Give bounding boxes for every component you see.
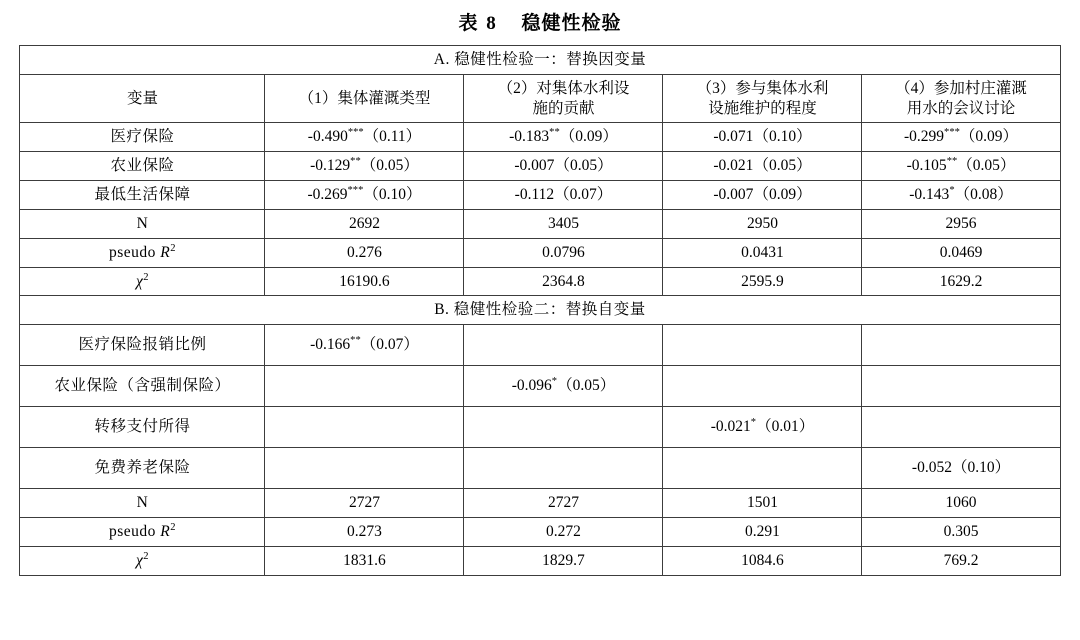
cell-value: 1629.2 — [862, 267, 1060, 296]
cell-value: 2950 — [663, 209, 862, 238]
row-label: pseudo $R^2$ — [20, 238, 265, 267]
table-caption: 稳健性检验 — [521, 13, 622, 34]
standard-error: （0.08） — [954, 186, 1013, 204]
table-row — [20, 546, 1060, 575]
cell-value — [862, 123, 1060, 152]
standard-error: （0.05） — [957, 157, 1016, 175]
table-row — [20, 489, 1060, 518]
cell-value: 0.276 — [265, 238, 464, 267]
significance-stars: ** — [549, 127, 560, 139]
cell-value: 1060 — [862, 489, 1060, 518]
coefficient: -0.183 — [509, 128, 550, 146]
coefficient: -0.105 — [906, 157, 947, 175]
table-row — [20, 325, 1060, 366]
cell-value — [464, 181, 663, 210]
row-label: 医疗保险报销比例 — [20, 325, 265, 366]
cell-value: 0.0796 — [464, 238, 663, 267]
cell-value: 2364.8 — [464, 267, 663, 296]
coefficient: -0.071 — [713, 128, 754, 146]
table-row — [20, 366, 1060, 407]
table-row — [20, 267, 1060, 296]
cell-value — [663, 407, 862, 448]
row-label: 免费养老保险 — [20, 448, 265, 489]
cell-value: 2956 — [862, 209, 1060, 238]
cell-value — [663, 366, 862, 407]
column-header-line: 设施维护的程度 — [708, 99, 817, 117]
table-row — [20, 46, 1060, 75]
cell-value — [663, 152, 862, 181]
significance-stars: *** — [944, 127, 960, 139]
standard-error: （0.05） — [554, 157, 613, 175]
table-row — [20, 181, 1060, 210]
column-header-line: 施的贡献 — [532, 99, 595, 117]
cell-value — [265, 123, 464, 152]
table-number: 表 8 — [458, 13, 498, 34]
standard-error: （0.10） — [363, 186, 422, 204]
table-title — [0, 0, 1080, 45]
cell-value — [862, 366, 1060, 407]
significance-stars: *** — [347, 127, 364, 139]
cell-value: 3405 — [464, 209, 663, 238]
cell-value — [862, 325, 1060, 366]
cell-value — [862, 181, 1060, 210]
column-header-4 — [862, 74, 1060, 123]
significance-stars: ** — [946, 156, 958, 168]
standard-error: （0.05） — [557, 377, 616, 395]
cell-value: 0.0431 — [663, 238, 862, 267]
cell-value: 2692 — [265, 209, 464, 238]
cell-value: 0.273 — [265, 518, 464, 547]
cell-value: 1501 — [663, 489, 862, 518]
row-label: 农业保险 — [20, 152, 265, 181]
significance-stars: * — [949, 184, 955, 196]
panel-b-header: B. 稳健性检验二：替换自变量 — [20, 296, 1060, 325]
significance-stars: *** — [347, 184, 364, 196]
column-header-line: （2）对集体水利设 — [497, 79, 630, 97]
row-label: $\chi^2$ — [20, 546, 265, 575]
cell-value — [663, 325, 862, 366]
cell-value — [862, 152, 1060, 181]
standard-error: （0.09） — [559, 128, 618, 146]
cell-value — [464, 366, 663, 407]
column-header-line: （4）参加村庄灌溉 — [895, 79, 1027, 97]
significance-stars: * — [551, 376, 558, 388]
cell-value — [663, 181, 862, 210]
cell-value — [265, 366, 464, 407]
column-header-line: 用水的会议讨论 — [906, 99, 1016, 117]
cell-value — [265, 152, 464, 181]
table-row — [20, 448, 1060, 489]
robustness-table — [19, 45, 1060, 576]
panel-a-header: A. 稳健性检验一：替换因变量 — [20, 46, 1060, 75]
row-label: N — [20, 489, 265, 518]
standard-error: （0.01） — [756, 418, 815, 436]
cell-value: 2595.9 — [663, 267, 862, 296]
standard-error: （0.09） — [959, 128, 1018, 146]
cell-value: 1084.6 — [663, 546, 862, 575]
cell-value — [464, 152, 663, 181]
cell-value: 769.2 — [862, 546, 1060, 575]
coefficient: -0.129 — [310, 157, 351, 175]
row-label: $\chi^2$ — [20, 267, 265, 296]
coefficient: -0.143 — [909, 186, 950, 204]
cell-value — [663, 448, 862, 489]
coefficient: -0.007 — [713, 186, 754, 204]
cell-value: 16190.6 — [265, 267, 464, 296]
table-row — [20, 209, 1060, 238]
column-header-line: （3）参与集体水利 — [696, 79, 829, 97]
table-row — [20, 238, 1060, 267]
cell-value: 2727 — [265, 489, 464, 518]
significance-stars: * — [750, 417, 757, 429]
row-label: 最低生活保障 — [20, 181, 265, 210]
standard-error: （0.05） — [753, 157, 812, 175]
column-header-line: 变量 — [126, 89, 158, 107]
standard-error: （0.07） — [360, 336, 419, 354]
cell-value — [265, 407, 464, 448]
cell-value: 0.305 — [862, 518, 1060, 547]
coefficient: -0.021 — [713, 157, 754, 175]
standard-error: （0.05） — [360, 157, 419, 175]
cell-value — [663, 123, 862, 152]
coefficient: -0.007 — [514, 157, 555, 175]
cell-value — [862, 407, 1060, 448]
cell-value — [464, 407, 663, 448]
row-label: pseudo $R^2$ — [20, 518, 265, 547]
table-header-row — [20, 74, 1060, 123]
cell-value — [265, 181, 464, 210]
cell-value: 0.272 — [464, 518, 663, 547]
row-label: 农业保险（含强制保险） — [20, 366, 265, 407]
cell-value — [464, 325, 663, 366]
cell-value — [265, 448, 464, 489]
cell-value — [265, 325, 464, 366]
table-row — [20, 123, 1060, 152]
cell-value: 0.291 — [663, 518, 862, 547]
column-header-1 — [265, 74, 464, 123]
cell-value — [862, 448, 1060, 489]
coefficient: -0.052 — [911, 459, 952, 477]
row-label: N — [20, 209, 265, 238]
cell-value — [464, 448, 663, 489]
table-row — [20, 296, 1060, 325]
column-header-line: （1）集体灌溉类型 — [298, 89, 431, 107]
standard-error: （0.11） — [363, 128, 422, 146]
coefficient: -0.096 — [511, 377, 552, 395]
cell-value — [464, 123, 663, 152]
coefficient: -0.112 — [514, 186, 555, 204]
column-header-2 — [464, 74, 663, 123]
cell-value: 1829.7 — [464, 546, 663, 575]
table-row — [20, 407, 1060, 448]
cell-value: 2727 — [464, 489, 663, 518]
table-row — [20, 152, 1060, 181]
coefficient: -0.166 — [310, 336, 351, 354]
row-label: 医疗保险 — [20, 123, 265, 152]
coefficient: -0.299 — [904, 128, 945, 146]
coefficient: -0.269 — [307, 186, 348, 204]
significance-stars: ** — [350, 335, 361, 347]
standard-error: （0.10） — [951, 459, 1011, 477]
cell-value: 1831.6 — [265, 546, 464, 575]
coefficient: -0.021 — [710, 418, 751, 436]
coefficient: -0.490 — [307, 128, 348, 146]
column-header-variable — [20, 74, 265, 123]
row-label: 转移支付所得 — [20, 407, 265, 448]
standard-error: （0.09） — [753, 186, 812, 204]
table-row — [20, 518, 1060, 547]
standard-error: （0.10） — [753, 128, 812, 146]
column-header-3 — [663, 74, 862, 123]
significance-stars: ** — [350, 156, 361, 168]
standard-error: （0.07） — [554, 186, 613, 204]
cell-value: 0.0469 — [862, 238, 1060, 267]
